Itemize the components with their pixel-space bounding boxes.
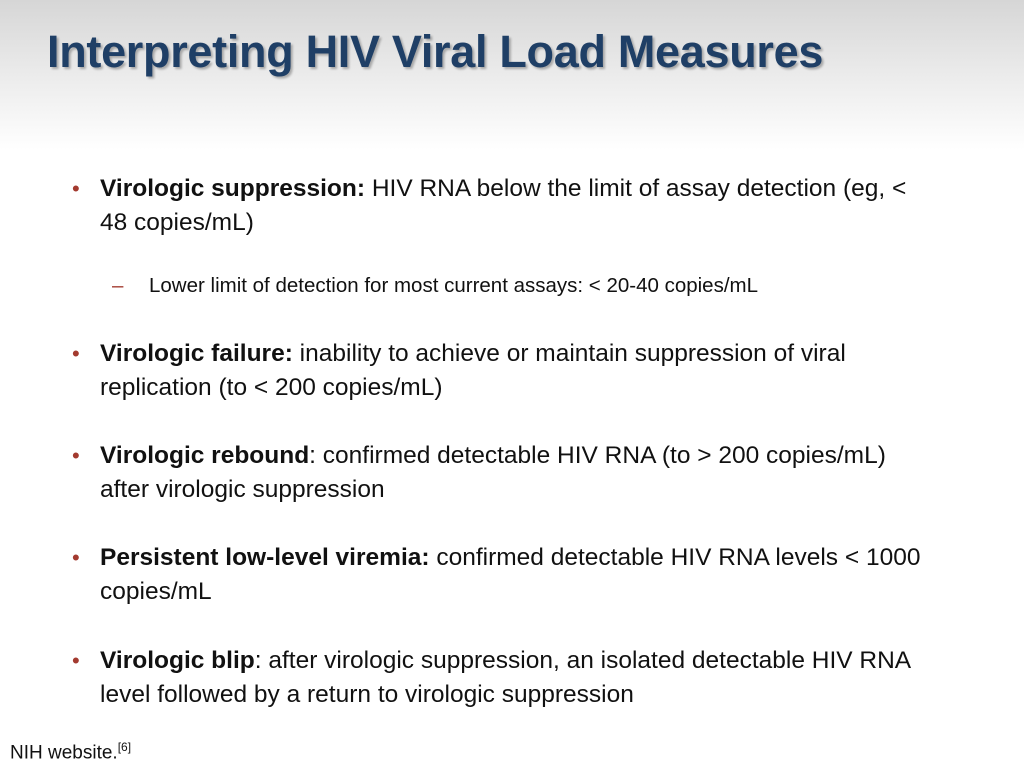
bullet-marker: • [72, 648, 80, 673]
bullet-virologic-blip [72, 644, 932, 712]
bullet-marker: • [72, 341, 80, 366]
slide-title: Interpreting HIV Viral Load Measures [47, 26, 824, 77]
bullet-text [100, 337, 932, 405]
bullet-term: Virologic rebound [100, 442, 310, 469]
bullet-text [100, 172, 932, 240]
bullet-text [100, 644, 932, 712]
bullet-text [100, 541, 932, 609]
bullet-virologic-failure [72, 337, 932, 405]
sub-bullet-text: Lower limit of detection for most current assays: < 20-40 copies/mL [149, 274, 759, 297]
bullet-marker: • [72, 545, 80, 570]
footnote-reference: [6] [117, 740, 132, 754]
sub-bullet-detection-limit [112, 272, 932, 300]
bullet-low-level-viremia [72, 541, 932, 609]
bullet-term: Virologic failure: [100, 340, 293, 367]
sub-bullet-marker: – [112, 274, 124, 297]
bullet-virologic-rebound [72, 439, 932, 507]
source-footnote [10, 740, 131, 764]
bullet-definition: : after virologic suppression, an isolated detectable HIV RNA level followed by a return to virologic suppression [100, 647, 910, 708]
bullet-marker: • [72, 176, 80, 201]
bullet-definition: inability to achieve or maintain suppression of viral replication (to < 200 copies/mL) [100, 340, 846, 401]
bullet-term: Persistent low-level viremia: [100, 544, 430, 571]
bullet-definition: : confirmed detectable HIV RNA (to > 200 copies/mL) after virologic suppression [100, 442, 886, 503]
bullet-term: Virologic suppression: [100, 175, 366, 202]
bullet-definition: HIV RNA below the limit of assay detection (eg, < 48 copies/mL) [100, 175, 907, 236]
bullet-term: Virologic blip [100, 647, 255, 674]
bullet-virologic-suppression [72, 172, 932, 240]
footnote-text: NIH website. [10, 742, 118, 764]
bullet-marker: • [72, 443, 80, 468]
bullet-text [100, 439, 932, 507]
bullet-definition: confirmed detectable HIV RNA levels < 1000 copies/mL [100, 544, 921, 605]
